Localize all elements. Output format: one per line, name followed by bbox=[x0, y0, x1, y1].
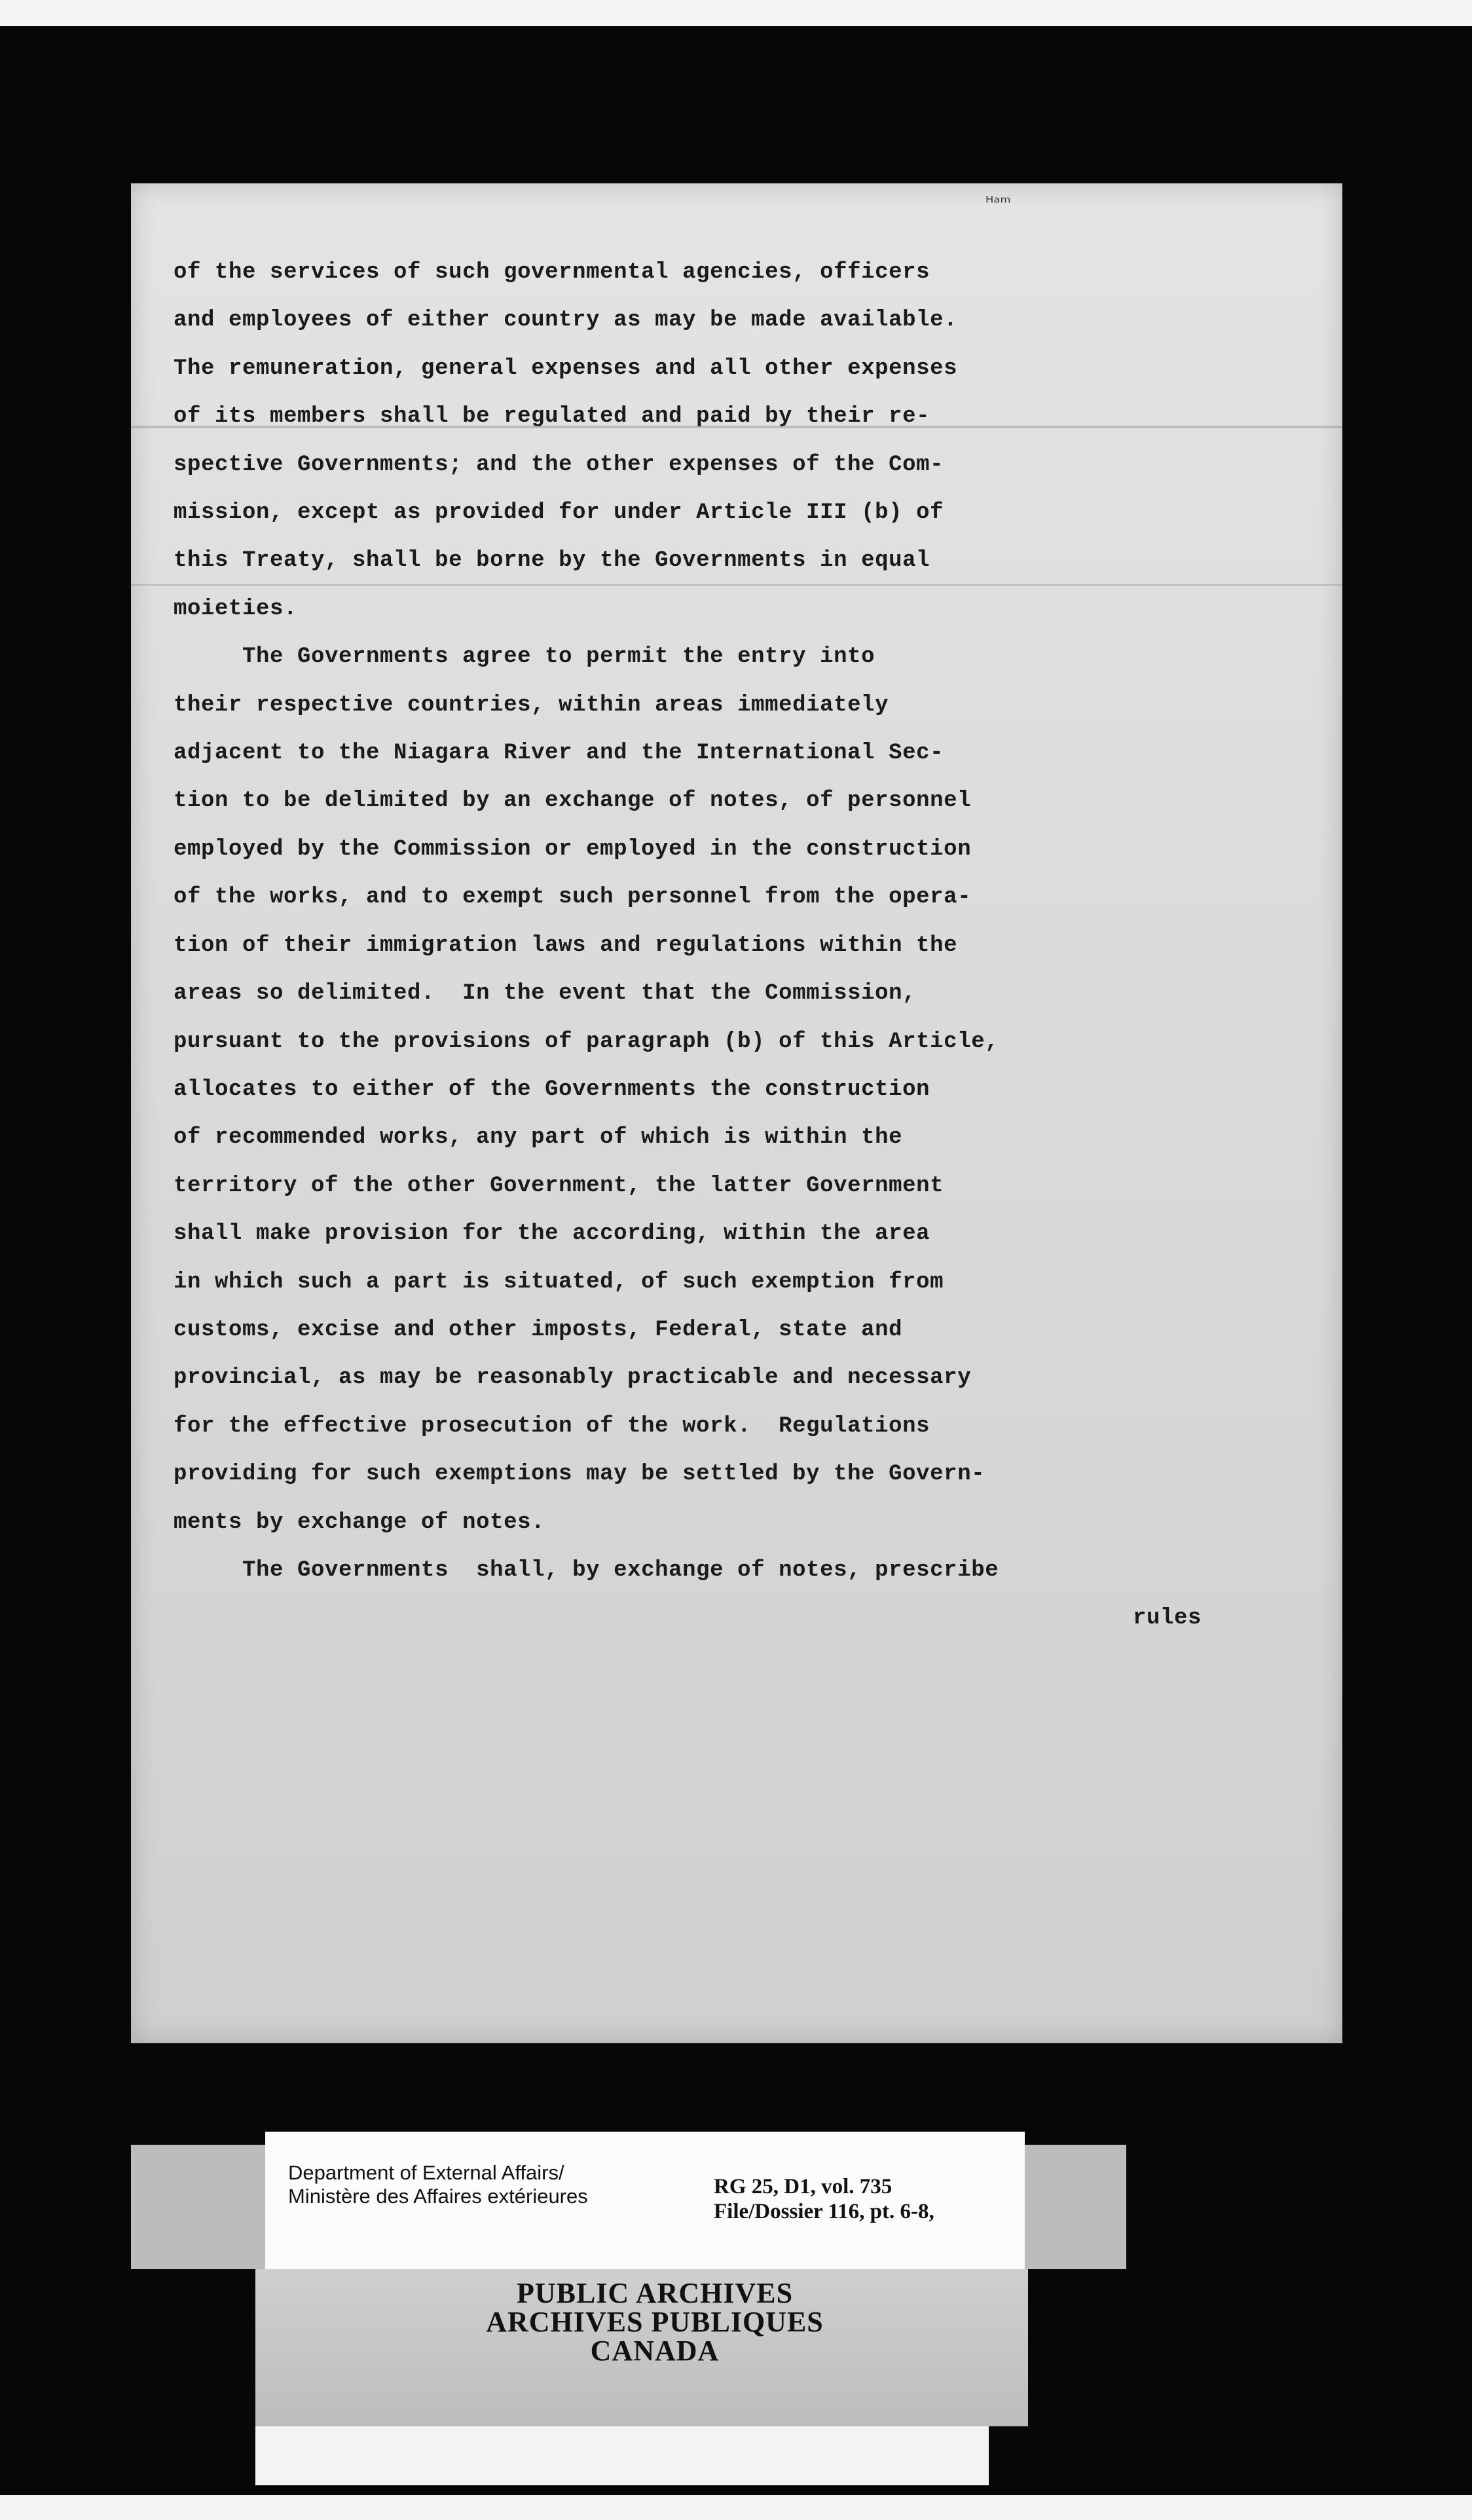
text-line: mission, except as provided for under Article III (b) of bbox=[174, 500, 944, 526]
text-line: areas so delimited. In the event that the Commission, bbox=[174, 981, 917, 1007]
text-line: allocates to either of the Governments the construction bbox=[174, 1077, 930, 1102]
page-mark: ᴴᵃᵐ bbox=[985, 193, 1011, 213]
text-line: territory of the other Government, the latter Government bbox=[174, 1173, 944, 1198]
reference-line: RG 25, D1, vol. 735 bbox=[714, 2175, 892, 2198]
typed-text bbox=[174, 249, 1208, 1643]
text-line: shall make provision for the according, within the area bbox=[174, 1221, 930, 1247]
text-line: The remuneration, general expenses and all other expenses bbox=[174, 356, 958, 381]
archives-line: CANADA bbox=[590, 2335, 720, 2367]
text-line: employed by the Commission or employed in the construction bbox=[174, 836, 972, 862]
text-line: for the effective prosecution of the work. Regulations bbox=[174, 1413, 930, 1439]
department-line: Ministère des Affaires extérieures bbox=[288, 2185, 588, 2208]
text-line: The Governments shall, by exchange of notes, prescribe bbox=[174, 1557, 999, 1583]
text-line: and employees of either country as may be made available. bbox=[174, 308, 958, 333]
reference-label bbox=[714, 2174, 934, 2224]
text-line: moieties. bbox=[174, 596, 298, 621]
archive-label-bottom bbox=[255, 2426, 989, 2485]
archives-stamp bbox=[393, 2279, 917, 2365]
archives-line: PUBLIC ARCHIVES bbox=[516, 2277, 794, 2309]
reference-line: File/Dossier 116, pt. 6-8, bbox=[714, 2200, 934, 2223]
text-line: tion of their immigration laws and regulations within the bbox=[174, 933, 958, 958]
text-line: this Treaty, shall be borne by the Governments in equal bbox=[174, 548, 930, 574]
text-line: spective Governments; and the other expenses of the Com- bbox=[174, 452, 944, 477]
text-line: pursuant to the provisions of paragraph (b) of this Article, bbox=[174, 1029, 999, 1054]
department-line: Department of External Affairs/ bbox=[288, 2161, 564, 2184]
text-line: of the works, and to exempt such personnel from the opera- bbox=[174, 885, 972, 910]
text-line: of recommended works, any part of which is within the bbox=[174, 1125, 903, 1151]
text-line: provincial, as may be reasonably practicable and necessary bbox=[174, 1365, 972, 1391]
archives-line: ARCHIVES PUBLIQUES bbox=[486, 2306, 824, 2338]
text-line: in which such a part is situated, of such exemption from bbox=[174, 1269, 944, 1295]
text-line: of the services of such governmental agencies, officers bbox=[174, 260, 930, 285]
text-line: of its members shall be regulated and paid by their re- bbox=[174, 404, 930, 430]
text-line: ments by exchange of notes. bbox=[174, 1510, 545, 1535]
text-line: their respective countries, within areas immediately bbox=[174, 692, 889, 718]
department-label bbox=[288, 2161, 588, 2208]
text-line: customs, excise and other imposts, Federal, state and bbox=[174, 1317, 903, 1343]
text-line: The Governments agree to permit the entry into bbox=[174, 644, 875, 670]
catchword: rules bbox=[1132, 1606, 1202, 1631]
text-line: adjacent to the Niagara River and the International Sec- bbox=[174, 741, 944, 766]
text-line: providing for such exemptions may be settled by the Govern- bbox=[174, 1462, 985, 1487]
text-line: tion to be delimited by an exchange of notes, of personnel bbox=[174, 788, 972, 814]
